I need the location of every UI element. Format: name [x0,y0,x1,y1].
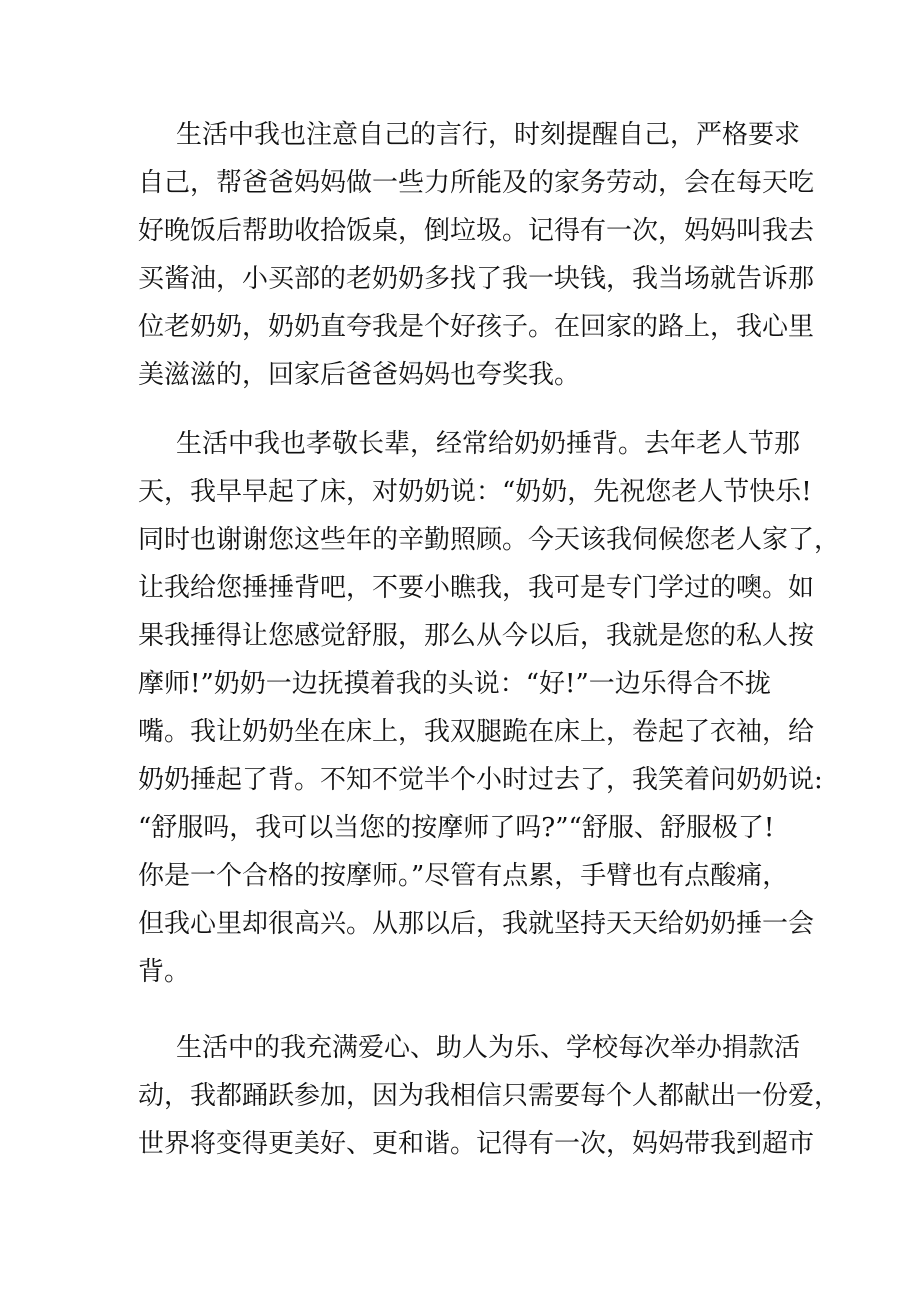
text-line: 天，我早早起了床，对奶奶说：“奶奶，先祝您老人节快乐! [138,477,812,507]
text-line: “舒服吗，我可以当您的按摩师了吗?”“舒服、舒服极了! [138,813,775,843]
text-line: 你是一个合格的按摩师。”尽管有点累，手臂也有点酸痛， [138,861,789,891]
text-line: 动，我都踊跃参加，因为我相信只需要每个人都献出一份爱， [138,1081,841,1111]
text-line: 好晚饭后帮助收拾饭桌，倒垃圾。记得有一次，妈妈叫我去 [138,216,815,246]
text-line: 美滋滋的，回家后爸爸妈妈也夸奖我。 [138,360,581,390]
text-line: 同时也谢谢您这些年的辛勤照顾。今天该我伺候您老人家了， [138,525,841,555]
text-line: 摩师!”奶奶一边抚摸着我的头说：“好!”一边乐得合不拢 [138,669,771,699]
paragraph-1 [138,111,815,399]
text-line: 生活中的我充满爱心、助人为乐、学校每次举办捐款活 [176,1033,801,1063]
text-line: 买酱油，小买部的老奶奶多找了我一块钱，我当场就告诉那 [138,264,815,294]
text-line: 世界将变得更美好、更和谐。记得有一次，妈妈带我到超市 [138,1129,815,1159]
text-line: 生活中我也孝敬长辈，经常给奶奶捶背。去年老人节那 [176,429,801,459]
text-line: 背。 [138,957,191,987]
text-line: 但我心里却很高兴。从那以后，我就坚持天天给奶奶捶一会 [138,909,815,939]
text-line: 果我捶得让您感觉舒服，那么从今以后，我就是您的私人按 [138,621,815,651]
text-line: 让我给您捶捶背吧，不要小瞧我，我可是专门学过的噢。如 [138,573,815,603]
text-line: 位老奶奶，奶奶直夸我是个好孩子。在回家的路上，我心里 [138,312,815,342]
text-line: 自己，帮爸爸妈妈做一些力所能及的家务劳动，会在每天吃 [138,168,815,198]
paragraph-2 [138,420,841,996]
text-line: 生活中我也注意自己的言行，时刻提醒自己，严格要求 [176,120,801,150]
paragraph-3 [138,1024,841,1168]
text-line: 奶奶捶起了背。不知不觉半个小时过去了，我笑着问奶奶说: [138,765,823,795]
text-line: 嘴。我让奶奶坐在床上，我双腿跪在床上，卷起了衣袖，给 [138,717,815,747]
